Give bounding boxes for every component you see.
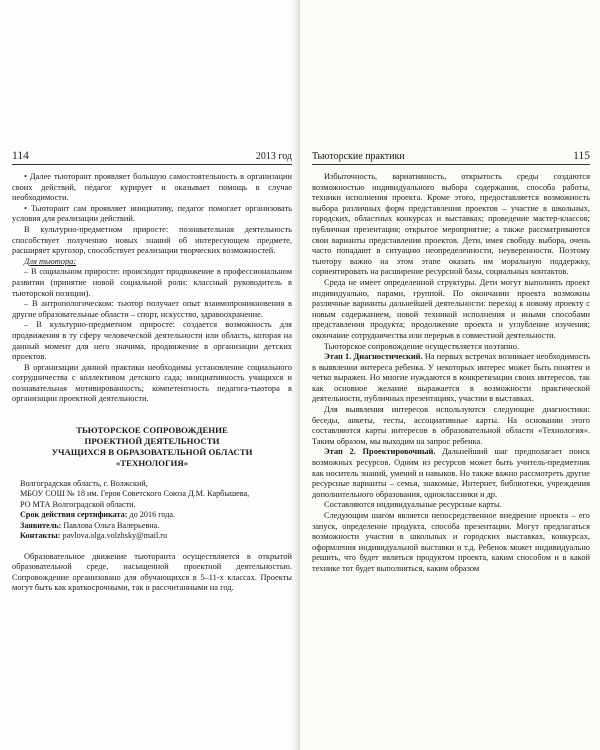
paragraph: – В культурно-предметном приросте: создается возможность для продвижения в ту сферу человеческой деятельности или область, которая на данный момент для него значима, продвижение в организации детских проектов.	[12, 320, 292, 362]
paragraph: Для выявления интересов используются следующие диагностики: беседы, анкеты, тесты, ассоциативные карты. На основании этого составляются карты интересов в образовательной области «Технология». Таким образом, мы выходим на запрос ребенка.	[312, 405, 590, 446]
applicant-line	[20, 521, 292, 531]
right-running-title: Тьюторские практики	[312, 151, 405, 162]
applicant-label: Заявитель:	[20, 520, 62, 530]
contacts-line	[20, 531, 292, 541]
certificate-line	[20, 510, 292, 520]
article-title-line: ПРОЕКТНОЙ ДЕЯТЕЛЬНОСТИ	[84, 436, 220, 447]
left-page-number: 114	[12, 150, 29, 162]
author-org: РО МТА Волгоградской области.	[20, 499, 136, 509]
contacts-value: pavlova.olga.volzhsky@mail.ru	[60, 531, 168, 541]
left-closing-text	[12, 552, 292, 594]
stage-1-paragraph	[312, 352, 590, 405]
stage-2-paragraph	[312, 447, 590, 500]
right-body-text	[312, 172, 590, 575]
paragraph: Среда не имеет определенной структуры. Дети могут выполнять проект индивидуально, парами, группой. По окончании проекта возможны различные варианты дальнейшей деятельности: переход к новому проекту с новым содержанием, новой техникой исполнения и иными способами представления продукта; продолжение проекта и углубление изучения; окончание сотрудничества или перерыв в совместной деятельности.	[312, 277, 590, 340]
right-page-number: 115	[573, 150, 590, 162]
stage-2-text: Дальнейший шаг предполагает поиск возможных ресурсов. Одним из ресурсов может быть учитель-предметник как носитель знаний, умений и навыков. Но также важно рассмотреть другие ресурсные варианты – семья, знакомые, Интернет, библиотеки, учреждения дополнительного образования, одноклассники и др.	[312, 447, 590, 499]
left-running-head	[12, 150, 292, 165]
right-page	[300, 0, 600, 750]
article-title-line: ТЬЮТОРСКОЕ СОПРОВОЖДЕНИЕ	[76, 425, 228, 436]
stage-2-label: Этап 2. Проектировочный.	[324, 447, 436, 457]
author-block	[20, 479, 292, 541]
paragraph: Составляются индивидуальные ресурсные карты.	[324, 500, 502, 510]
certificate-label: Срок действия сертификата:	[20, 510, 128, 520]
paragraph: Образовательное движение тьюторанта осуществляется в открытой образовательной среде, насыщенной проектной деятельностью. Сопровождение организовано для обучающихся в 5–11-х классах. Проекты могут быть как краткосрочными, так и рассчитанными на год.	[12, 551, 292, 593]
paragraph: • Тьюторант сам проявляет инициативу, педагог помогает организовать условия для реализации действий.	[12, 203, 292, 224]
contacts-label: Контакты:	[20, 531, 61, 541]
subheading-for-tutor: Для тьютора:	[24, 256, 77, 266]
right-running-head	[312, 150, 590, 165]
stage-1-label: Этап 1. Диагностический.	[324, 352, 423, 362]
paragraph: Следующим шагом является непосредственное внедрение проекта – его запуск, определение продукта, способа презентации. Могут предлагаться возможности участия в школьных и городских выставках, конкурсах, оформления индивидуальной выставки и т.д. Ребенок может индивидуально решить, что будет являться продуктом проекта, каким способом и в какой технике тот будет выполняться, каким образом	[312, 511, 590, 573]
paragraph: – В антропологическом: тьютор получает опыт взаимопроникновения в другие образовательные области – спорт, искусство, здравоохранение.	[12, 299, 292, 319]
paragraph: В культурно-предметном приросте: познавательная деятельность способствует полученню новых знаний об интересующем предмете, расширяет кругозор, способствует реализации творческих возможностей.	[12, 224, 292, 256]
paragraph: В организации данной практики необходимы установление социального сотрудничества с коллективом детского сада; инициативность учащихся и познавательная мотивированность; компетентность педагога-тьютора в организации проектной деятельности.	[12, 362, 292, 404]
author-region: Волгоградская область, г. Волжский,	[20, 479, 148, 489]
paragraph: • Далее тьюторант проявляет большую самостоятельность в организации своих действий, педагог курирует и оказывает помощь в случае необходимости.	[12, 172, 292, 203]
article-title-line: УЧАЩИХСЯ В ОБРАЗОВАТЕЛЬНОЙ ОБЛАСТИ	[51, 447, 253, 458]
author-school: МБОУ СОШ № 18 им. Героя Советского Союза Д.М. Карбышева,	[20, 489, 250, 499]
stage-1-text: На первых встречах возникает необходимость в выявлении интереса ребенка. У некоторых интерес может быть понятен и четко выражен. Но многие нуждаются в конкретизации своих интересов, так как основное желание выражается в возможности практической деятельности, публичных презентациях, участии в выставках.	[312, 352, 590, 404]
certificate-value: до 2016 года.	[127, 510, 176, 520]
article-title	[12, 425, 292, 469]
left-body-text	[12, 172, 292, 405]
left-running-title: 2013 год	[255, 151, 292, 162]
paragraph: Избыточность, вариативность, открытость среды создаются возможностью индивидуального выбора содержания, способа работы, техники исполнения проекта. Кроме этого, предоставляется возможность выбора различных форм представления проектов – участие в школьных, городских, областных конкурсах и выставках; проведение мастер-классов; публичная презентация; открытое мероприятие; а также рассматриваются свои варианты представления проектов. Дети, имея свободу выбора, очень часто попадают в ситуацию неопределенности, неуверенности. Поэтому тьютору важно на этом этапе оказать им моральную поддержку, сориентировать на расширение ресурсной базы, социальных контактов.	[312, 172, 590, 277]
paragraph: Тьюторское сопровождение осуществляется поэтапно.	[324, 341, 520, 351]
paragraph: – В социальном приросте: происходит продвижение в профессиональном развитии (принятие новой социальной роли: классный руководитель в тьюторской позиции).	[12, 267, 292, 298]
article-title-line: «ТЕХНОЛОГИЯ»	[115, 458, 189, 469]
applicant-value: Павлова Ольга Валерьевна.	[61, 520, 160, 530]
